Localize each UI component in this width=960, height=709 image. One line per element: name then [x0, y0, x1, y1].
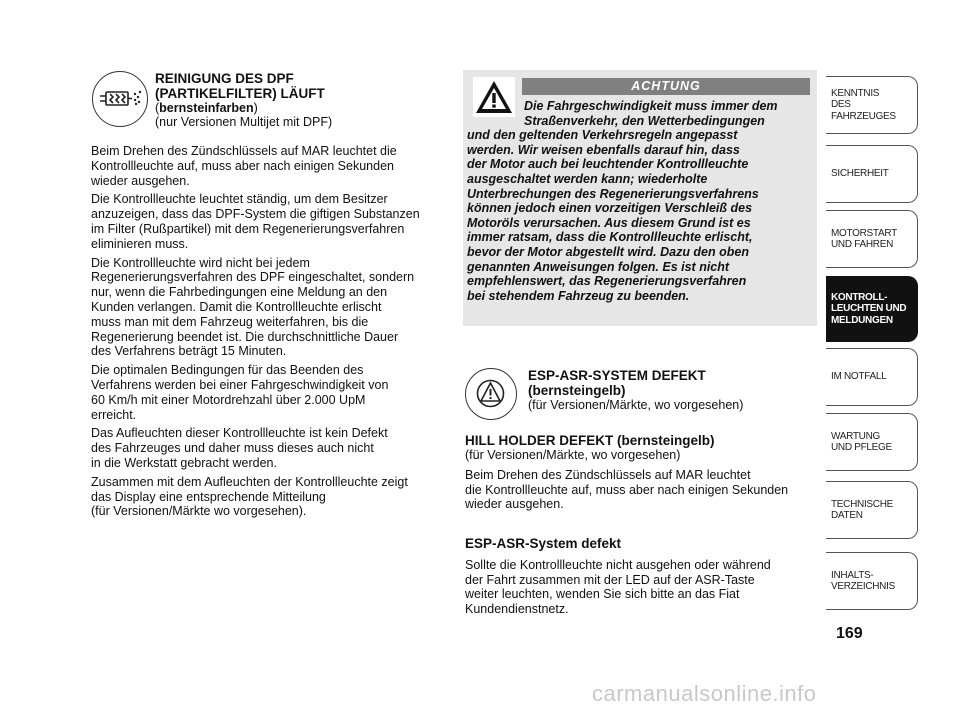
- dpf-body: [91, 144, 447, 523]
- warning-line-11: bevor der Motor abgestellt wird. Dazu den oben: [467, 245, 749, 259]
- dpf-title-line2: (PARTIKELFILTER) LÄUFT: [155, 86, 325, 101]
- warning-line-5: der Motor auch bei leuchtender Kontrollleuchte: [467, 157, 749, 172]
- warning-line-8: können jedoch einen vorzeitigen Verschleiß des: [467, 201, 753, 216]
- dpf-paragraph-4: Die optimalen Bedingungen für das Beenden des Verfahrens werden bei einer Fahrgeschwindigkeit von 60 Km/h mit einer Motordrehzahl über 2.000 UpM erreicht.: [91, 363, 389, 422]
- tab-kenntnis[interactable]: KENNTNIS DES FAHRZEUGES: [826, 76, 918, 134]
- dpf-paragraph-6: Zusammen mit dem Aufleuchten der Kontrollleuchte zeigt das Display eine entsprechende Mitteilung (für Versionen/Märkte wo vorgesehen).: [91, 474, 408, 519]
- tab-kontrollleuchten[interactable]: KONTROLL- LEUCHTEN UND MELDUNGEN: [826, 276, 918, 342]
- tab-inhaltsverzeichnis[interactable]: INHALTS- VERZEICHNIS: [826, 552, 918, 610]
- dpf-color-open: (: [155, 101, 160, 115]
- tab-im-notfall[interactable]: IM NOTFALL: [826, 348, 918, 406]
- dpf-color: bernsteinfarben: [159, 101, 254, 115]
- warning-line-3: und den geltenden Verkehrsregeln angepasst: [467, 128, 738, 143]
- warning-line-6: ausgeschaltet werden kann; wiederholte: [467, 172, 708, 186]
- dpf-note: (nur Versionen Multijet mit DPF): [155, 115, 333, 129]
- dpf-paragraph-5: Das Aufleuchten dieser Kontrollleuchte ist kein Defekt des Fahrzeuges und daher muss dieses auch nicht in die Werkstatt gebracht werden.: [91, 426, 388, 470]
- warning-line-1: Die Fahrgeschwindigkeit muss immer dem: [524, 99, 778, 113]
- warning-label: ACHTUNG: [522, 78, 810, 95]
- tab-sicherheit[interactable]: SICHERHEIT: [826, 145, 918, 203]
- warning-line-12: genannten Anweisungen folgen. Es ist nicht: [467, 259, 730, 274]
- warning-line-9: Motoröls verursachen. Aus diesem Grund ist es: [467, 215, 751, 230]
- dpf-warning-icon: [92, 71, 148, 127]
- hill-holder-paragraph: Beim Drehen des Zündschlüssels auf MAR leuchtet die Kontrollleuchte auf, muss aber nach einigen Sekunden wieder ausgehen.: [465, 468, 789, 511]
- esp-warning-icon: [465, 368, 517, 420]
- warning-line-4: werden. Wir weisen ebenfalls darauf hin, dass: [467, 142, 740, 157]
- hill-holder-section: [465, 433, 820, 512]
- esp-heading: [528, 368, 818, 412]
- esp-defect-section: [465, 536, 820, 616]
- hill-holder-note: (für Versionen/Märkte, wo vorgesehen): [465, 448, 681, 462]
- dpf-title-line1: REINIGUNG DES DPF: [155, 71, 294, 86]
- page-number: 169: [836, 625, 863, 642]
- warning-line-14: bei stehendem Fahrzeug zu beenden.: [467, 288, 690, 303]
- dpf-color-line: [155, 101, 445, 115]
- tab-motorstart[interactable]: MOTORSTART UND FAHREN: [826, 210, 918, 268]
- warning-line-13: empfehlenswert, das Regenerierungsverfahren: [467, 274, 747, 289]
- warning-line-7: Unterbrechungen des Regenerierungsverfahrens: [467, 186, 759, 201]
- watermark: carmanualsonline.info: [592, 681, 817, 706]
- tab-technische-daten[interactable]: TECHNISCHE DATEN: [826, 481, 918, 539]
- esp-defect-title: ESP-ASR-System defekt: [465, 536, 622, 551]
- esp-defect-paragraph: Sollte die Kontrollleuchte nicht ausgehen oder während der Fahrt zusammen mit der LED auf der ASR-Taste weiter leuchten, wenden Sie sich bitte an das Fiat Kundendienstnetz.: [465, 558, 771, 616]
- warning-line-2: Straßenverkehr, den Wetterbedingungen: [524, 113, 765, 128]
- warning-line-10: immer ratsam, dass die Kontrollleuchte erlischt,: [467, 230, 753, 245]
- hill-holder-title: HILL HOLDER DEFEKT (bernsteingelb): [465, 433, 715, 448]
- dpf-paragraph-2: Die Kontrollleuchte leuchtet ständig, um dem Besitzer anzuzeigen, dass das DPF-System die giftigen Substanzen im Filter (Rußpartikel) mit dem Regenerierungsverfahren eliminieren muss.: [91, 192, 420, 251]
- esp-title-line1: ESP-ASR-SYSTEM DEFEKT: [528, 368, 706, 383]
- tab-wartung[interactable]: WARTUNG UND PFLEGE: [826, 413, 918, 471]
- dpf-paragraph-3: Die Kontrollleuchte wird nicht bei jedem Regenerierungsverfahren des DPF eingeschaltet, sondern nur, wenn die Fahrbedingungen eine Meldung an den Kunden verlangen. Damit die Kontrollleuchte erlischt muss man mit dem Fahrzeug weiterfahren, bis die Regenerierung beendet ist. Die durchschnittliche Dauer des Verfahrens beträgt 15 Minuten.: [91, 255, 415, 359]
- dpf-heading: [155, 71, 445, 129]
- warning-triangle-icon: [473, 77, 515, 117]
- esp-title-line2: (bernsteingelb): [528, 383, 626, 398]
- dpf-color-close: ): [253, 101, 258, 115]
- dpf-paragraph-1: Beim Drehen des Zündschlüssels auf MAR leuchtet die Kontrollleuchte auf, muss aber nach einigen Sekunden wieder ausgehen.: [91, 144, 397, 188]
- esp-note: (für Versionen/Märkte, wo vorgesehen): [528, 398, 744, 412]
